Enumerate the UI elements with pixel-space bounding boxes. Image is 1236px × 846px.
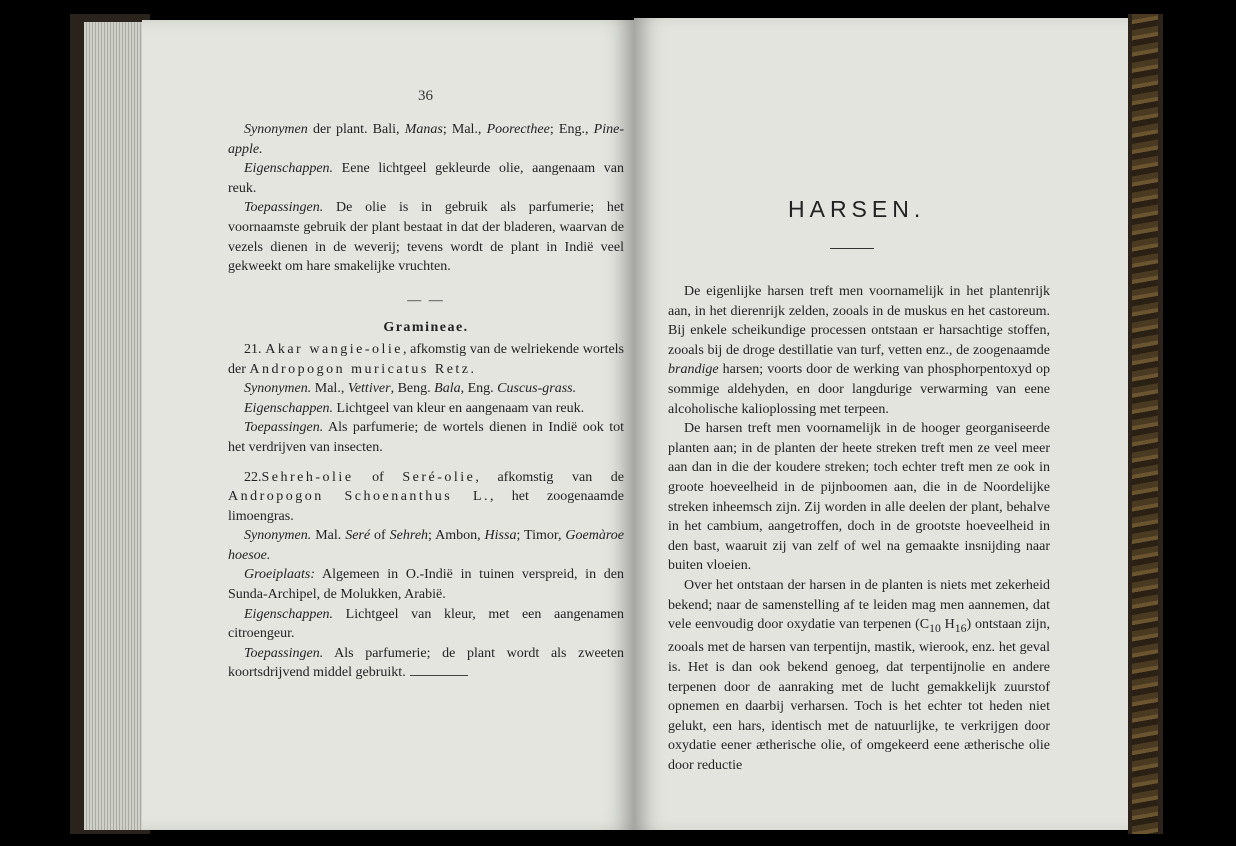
chapter-title: HARSEN.: [788, 196, 926, 222]
end-rule: [410, 675, 468, 676]
entry-21-toepassingen: Toepassingen. Als parfumerie; de wortels dienen in Indië ook tot het verdrijven van insecten.: [228, 420, 624, 455]
toepassingen-paragraph: Toepassingen. De olie is in gebruik als parfumerie; het voornaamste gebruik der plant bestaat in dat der bladeren, waarvan de vezels dienen in de weverij; tevens wordt de plant in Indië veel gekweekt om hare smakelijke vruchten.: [228, 200, 624, 275]
marbled-edge: [1132, 14, 1158, 834]
paragraph-1: De eigenlijke harsen treft men voornamelijk in het plantenrijk aan, in het dierenrijk zelden, zooals in de muskus en het castoreum. Bij enkele scheikundige processen ontstaan er harsachtige stoffen, zooals bij de droge destillatie van turf, vetten enz., de zoogenaamde brandige harsen; voorts door de werking van phosphorpentoxyd op sommige aldehyden, en door langdurige verwarming van eene alcoholische kalioplossing met terpeen.: [668, 284, 1050, 417]
right-page: [634, 18, 1128, 830]
divider: — —: [407, 292, 445, 308]
entry-22-toepassingen: Toepassingen. Als parfumerie; de plant wordt als zweeten koortsdrijvend middel gebruikt.: [228, 645, 624, 681]
paragraph-2: De harsen treft men voornamelijk in de hooger georganiseerde planten aan; in de planten der heete streken treft men ze veel meer aan dan in die der koudere streken; toch echter treft men ze ook in groote hoeveelheid in de pijnboomen aan, die in de Noordelijke streken inheemsch zijn. Zij worden in alle deelen der plant, behalve in het cambium, aangetroffen, doch in de grootste hoeveelheid in den bast, waaruit zij van zelf of wel na gemaakte insnijding naar buiten vloeien.: [668, 421, 1050, 574]
entry-21: 21. Akar wangie-olie, afkomstig van de welriekende wortels der Andropogon muricatus Retz.: [228, 341, 625, 377]
left-page: [142, 20, 634, 830]
entry-22-groeiplaats: Groeiplaats: Algemeen in O.-Indië in tuinen verspreid, in den Sunda-Archipel, de Molukken, Arabië.: [228, 567, 624, 603]
left-page-text: [228, 120, 624, 683]
entry-21-eigenschappen: Eigenschappen. Lichtgeel van kleur en aangenaam van reuk.: [244, 400, 585, 416]
entry-22-eigenschappen: Eigenschappen. Lichtgeel van kleur, met een aangenamen citroengeur.: [228, 606, 624, 642]
section-title: Gramineae.: [383, 320, 469, 336]
book-cover-right: [1128, 14, 1163, 834]
entry-22-synonymen: Synonymen. Mal. Seré of Sehreh; Ambon, Hissa; Timor, Goemàroe hoesoe.: [228, 528, 624, 563]
eigenschappen-paragraph: Eigenschappen. Eene lichtgeel gekleurde olie, aangenaam van reuk.: [228, 161, 624, 196]
page-number: 36: [418, 88, 433, 104]
entry-21-synonymen: Synonymen. Mal., Vettiver, Beng. Bala, Eng. Cuscus-grass.: [244, 381, 577, 397]
synonymen-paragraph: Synonymen der plant. Bali, Manas; Mal., Poorecthee; Eng., Pine-apple.: [228, 122, 624, 157]
right-page-text: [668, 282, 1050, 776]
entry-22: 22.Sehreh-olie of Seré-olie, afkomstig van de Andropogon Schoenanthus L., het zoogenaamde limoengras.: [228, 469, 625, 524]
paragraph-3: Over het ontstaan der harsen in de planten is niets met zekerheid bekend; naar de samenstelling af te leiden mag men aannemen, dat vele eenvoudig door oxydatie van terpenen ($C_{10}$ $H_{16}$) ontstaan zijn, zooals met de harsen van terpentijn, mastik, wierook, enz. het geval is. Het is dan ook bekend genoeg, dat terpentijnolie en andere terpenen door de aanraking met de lucht gemakkelijk zuurstof opnemen en daarbij verharsen. Toch is het echter tot heden niet gelukt, een hars, identisch met de natuurlijke, te verkrijgen door oxydatie eener ætherische olie, of omgekeerd eene ætherische olie door reductie: [668, 577, 1050, 774]
title-rule: [830, 248, 874, 249]
